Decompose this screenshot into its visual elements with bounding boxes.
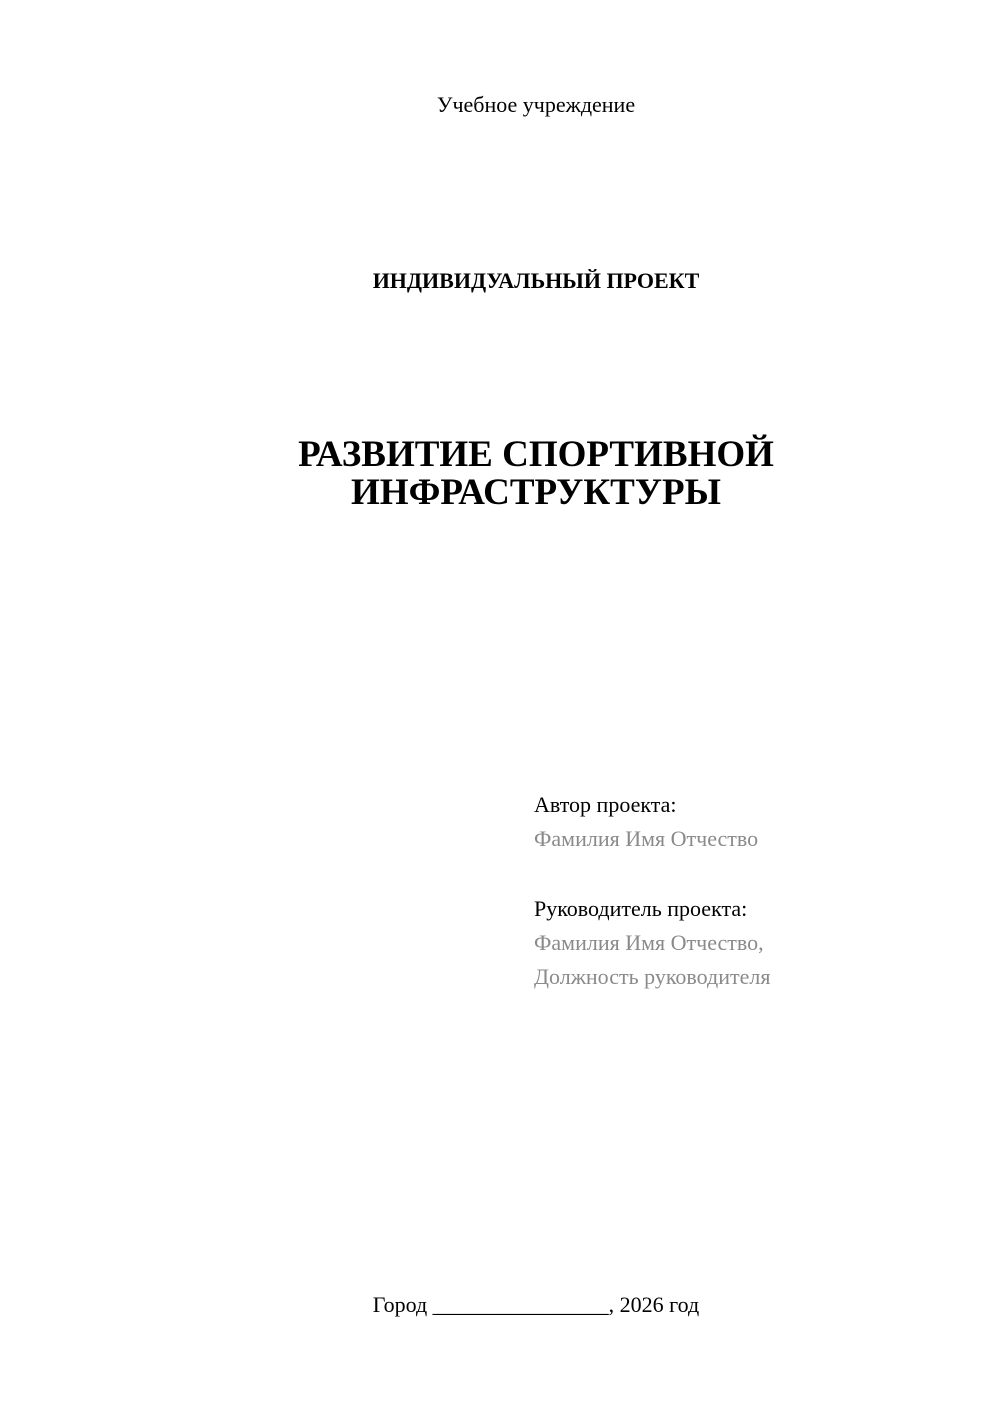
project-title-line-2: ИНФРАСТРУКТУРЫ — [351, 472, 721, 513]
author-label: Автор проекта: — [534, 792, 677, 817]
supervisor-name: Фамилия Имя Отчество, — [534, 930, 764, 955]
document-type: ИНДИВИДУАЛЬНЫЙ ПРОЕКТ — [372, 268, 700, 293]
project-people-block — [534, 788, 974, 994]
supervisor-label: Руководитель проекта: — [534, 896, 748, 921]
project-title — [0, 436, 1000, 512]
author-name: Фамилия Имя Отчество — [534, 826, 759, 851]
spacer — [534, 856, 974, 892]
supervisor-position: Должность руководителя — [534, 964, 771, 989]
city-year-line: Город ________________, 2026 год — [372, 1292, 700, 1317]
project-title-line-1: РАЗВИТИЕ СПОРТИВНОЙ — [298, 434, 774, 475]
institution-name: Учебное учреждение — [436, 92, 636, 117]
